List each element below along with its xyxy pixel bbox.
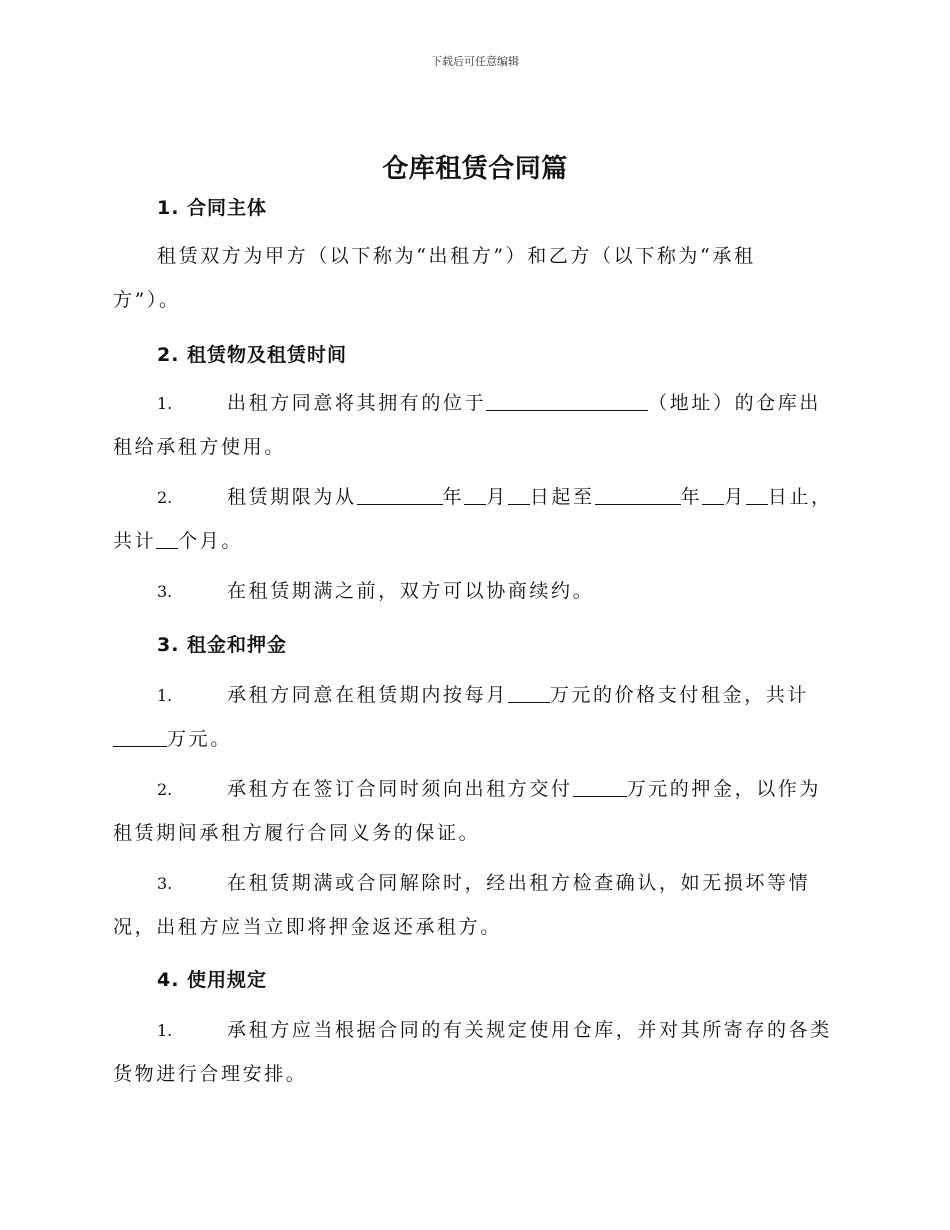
- document-title: 仓库租赁合同篇: [382, 154, 568, 184]
- list-item: [113, 1008, 838, 1096]
- item-text: 承租方在签订合同时须向出租方交付: [227, 778, 573, 800]
- blank-field[interactable]: [357, 478, 443, 505]
- list-item: [113, 381, 838, 469]
- list-item: [113, 767, 838, 855]
- item-text: 在租赁期满或合同解除时，经出租方检查确认，如无损坏等情: [227, 872, 811, 894]
- blank-field[interactable]: [746, 478, 768, 505]
- blank-field[interactable]: [486, 384, 648, 411]
- list-item: [113, 475, 838, 563]
- item-text: 承租方应当根据合同的有关规定使用仓库，并对其所寄存的各类: [227, 1019, 832, 1041]
- section-heading: 4. 使用规定: [157, 969, 268, 991]
- item-text: 年: [442, 486, 465, 508]
- item-number: 1.: [157, 1021, 173, 1040]
- item-text: 租赁期间承租方履行合同义务的保证。: [113, 822, 481, 844]
- blank-field[interactable]: [508, 478, 530, 505]
- item-number: 3.: [157, 874, 173, 893]
- item-text: 日止，: [767, 486, 833, 508]
- item-number: 2.: [157, 488, 173, 507]
- blank-field[interactable]: [595, 478, 681, 505]
- item-text: 万元的价格支付租金，共计: [549, 684, 810, 706]
- blank-field[interactable]: [508, 676, 550, 703]
- section-heading: 1. 合同主体: [157, 197, 268, 219]
- item-text: 万元的押金，以作为: [626, 778, 822, 800]
- item-number: 3.: [157, 582, 173, 601]
- item-text: 共计: [113, 530, 157, 552]
- paragraph: [113, 234, 838, 322]
- list-item: [113, 861, 838, 949]
- item-text: 货物进行合理安排。: [113, 1063, 308, 1085]
- item-number: 1.: [157, 394, 173, 413]
- item-text: 月: [486, 486, 508, 508]
- page-header-note: 下载后可任意编辑: [431, 55, 519, 68]
- item-text: 出租方同意将其拥有的位于: [227, 392, 487, 414]
- item-text: 承租方同意在租赁期内按每月: [227, 684, 508, 706]
- list-item: [113, 673, 838, 761]
- section-heading: 2. 租赁物及租赁时间: [157, 344, 348, 366]
- blank-field[interactable]: [702, 478, 724, 505]
- item-text: （地址）的仓库出: [648, 392, 822, 414]
- item-number: 1.: [157, 686, 173, 705]
- paragraph-line: 租赁双方为甲方（以下称为“出租方”）和乙方（以下称为“承租: [157, 245, 756, 267]
- item-text: 在租赁期满之前，双方可以协商续约。: [227, 580, 595, 602]
- section-heading: 3. 租金和押金: [157, 634, 288, 656]
- paragraph-line: 方”）。: [113, 289, 181, 311]
- blank-field[interactable]: [113, 720, 167, 747]
- item-text: 个月。: [178, 530, 244, 552]
- item-text: 况，出租方应当立即将押金返还承租方。: [113, 916, 502, 938]
- item-text: 日起至: [529, 486, 595, 508]
- blank-field[interactable]: [464, 478, 486, 505]
- blank-field[interactable]: [156, 522, 178, 549]
- item-text: 万元。: [167, 728, 232, 750]
- item-text: 租赁期限为从: [227, 486, 357, 508]
- item-text: 月: [724, 486, 746, 508]
- blank-field[interactable]: [573, 770, 627, 797]
- list-item: [113, 569, 838, 613]
- item-text: 年: [680, 486, 703, 508]
- item-number: 2.: [157, 780, 173, 799]
- item-text: 租给承租方使用。: [113, 436, 286, 458]
